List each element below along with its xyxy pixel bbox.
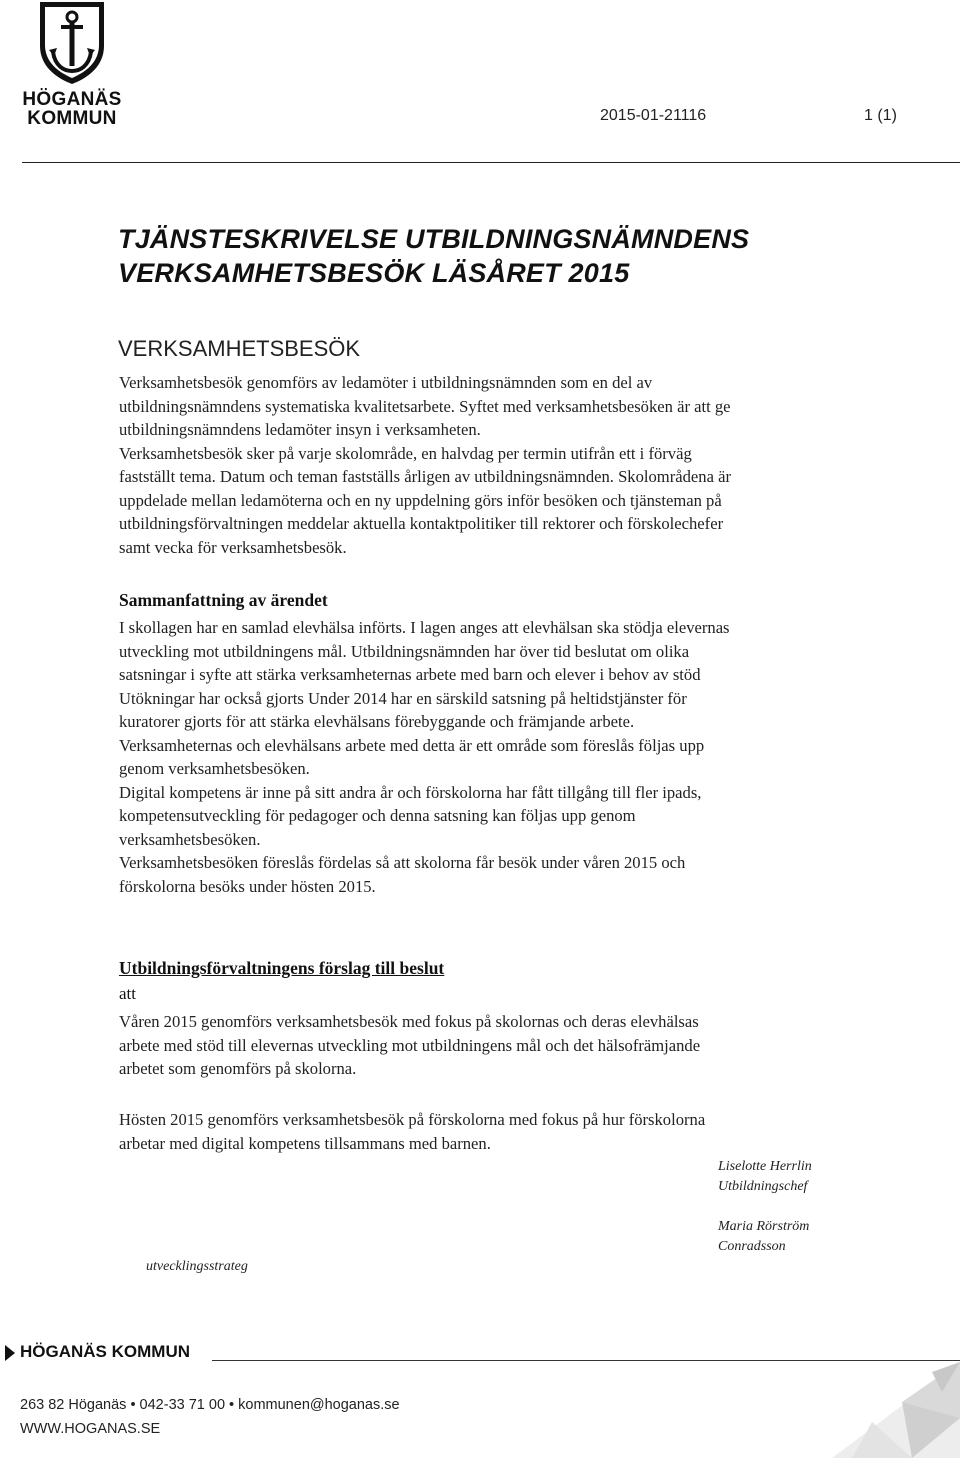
document-number: 2015-01-21116 [600, 107, 707, 124]
signature-title: Utbildningschef [718, 1179, 808, 1194]
intro-line: utbildningsnämndens systematiska kvalitetsarbete. Syftet med verksamhetsbesöken är att ge [119, 396, 731, 416]
signature-name: Maria Rörström [718, 1219, 810, 1234]
logo-name-line1: HÖGANÄS [22, 89, 122, 110]
arrow-right-icon [4, 1344, 16, 1362]
intro-line: uppdelade mellan ledamöterna och en ny uppdelning görs inför besöken och tjänsteman på [119, 490, 722, 510]
proposal-line: Hösten 2015 genomförs verksamhetsbesök på förskolorna med fokus på hur förskolorna [119, 1110, 706, 1129]
intro-line: Verksamhetsbesök genomförs av ledamöter i utbildningsnämnden som en del av [119, 373, 653, 392]
intro-paragraph [119, 371, 849, 559]
signature-name: Liselotte Herrlin [718, 1159, 812, 1174]
footer-divider [212, 1360, 960, 1361]
summary-line: verksamhetsbesöken. [119, 829, 261, 849]
summary-line: kompetensutveckling för pedagoger och denna satsning kan följas upp genom [119, 806, 636, 825]
intro-line: fastställt tema. Datum och teman fastställs årligen av utbildningsnämnden. Skolområdena är [119, 467, 731, 486]
decorative-triangles-graphic [812, 1362, 960, 1458]
summary-line: Utökningar har också gjorts Under 2014 har en särskild satsning på heltidstjänster för [119, 688, 687, 708]
signature-block-2 [718, 1217, 809, 1257]
summary-line: Verksamhetsbesöken föreslås fördelas så att skolorna får besök under våren 2015 och [119, 853, 686, 872]
proposal-paragraph-2 [119, 1108, 849, 1155]
summary-line: genom verksamhetsbesöken. [119, 759, 310, 778]
intro-line: utbildningsförvaltningen meddelar aktuella kontaktpolitiker till rektorer och förskolechefer [119, 514, 724, 533]
summary-line: förskolorna besöks under hösten 2015. [119, 876, 376, 896]
footer-address: 263 82 Höganäs • 042-33 71 00 • kommunen@hoganas.se [20, 1397, 400, 1413]
section-label: VERKSAMHETSBESÖK [118, 336, 361, 361]
proposal-line: arbetet som genomförs på skolorna. [119, 1059, 357, 1078]
footer-website: WWW.HOGANAS.SE [20, 1421, 161, 1437]
signature-title: utvecklingsstrateg [146, 1259, 248, 1274]
intro-line: utbildningsnämndens ledamöter insyn i verksamheten. [119, 420, 481, 439]
summary-line: I skollagen har en samlad elevhälsa införts. I lagen anges att elevhälsan ska stödja elevernas [119, 618, 730, 637]
signature-block-1 [718, 1157, 812, 1197]
signature-block-3 [146, 1257, 248, 1277]
proposal-line: arbete med stöd till elevernas utveckling mot utbildningens mål och det hälsofrämjande [119, 1035, 701, 1055]
proposal-line: Våren 2015 genomförs verksamhetsbesök med fokus på skolornas och deras elevhälsas [119, 1012, 699, 1031]
hoganas-logo [22, 0, 122, 130]
footer-brand: HÖGANÄS KOMMUN [20, 1342, 190, 1361]
proposal-line: arbetar med digital kompetens tillsammans med barnen. [119, 1133, 491, 1153]
summary-paragraph [119, 616, 849, 898]
summary-line: utveckling mot utbildningens mål. Utbildningsnämnden har över tid beslutat om olika [119, 641, 690, 661]
anchor-crest-icon [36, 0, 108, 86]
summary-line: satsningar i syfte att stärka verksamheternas arbete med barn och elever i behov av stöd [119, 665, 701, 684]
intro-line: Verksamhetsbesök sker på varje skolområde, en halvdag per termin utifrån ett i förväg [119, 443, 692, 463]
intro-line: samt vecka för verksamhetsbesök. [119, 537, 347, 557]
page-indicator: 1 (1) [864, 107, 897, 124]
document-title-line1: TJÄNSTESKRIVELSE UTBILDNINGSNÄMNDENS [118, 224, 750, 254]
att-label: att [119, 984, 136, 1003]
header-divider [22, 162, 960, 163]
summary-line: kuratorer gjorts för att stärka elevhälsans förebyggande och främjande arbete. [119, 712, 635, 731]
logo-name-line2: KOMMUN [27, 108, 117, 129]
summary-line: Verksamheternas och elevhälsans arbete med detta är ett område som föreslås följas upp [119, 735, 705, 755]
summary-line: Digital kompetens är inne på sitt andra år och förskolorna har fått tillgång till fler ipads, [119, 782, 702, 802]
proposal-paragraph-1 [119, 1010, 849, 1081]
proposal-heading: Utbildningsförvaltningens förslag till beslut [119, 958, 445, 978]
signature-title: Conradsson [718, 1239, 786, 1254]
document-title-line2: VERKSAMHETSBESÖK LÄSÅRET 2015 [118, 258, 630, 288]
summary-heading: Sammanfattning av ärendet [119, 590, 328, 610]
